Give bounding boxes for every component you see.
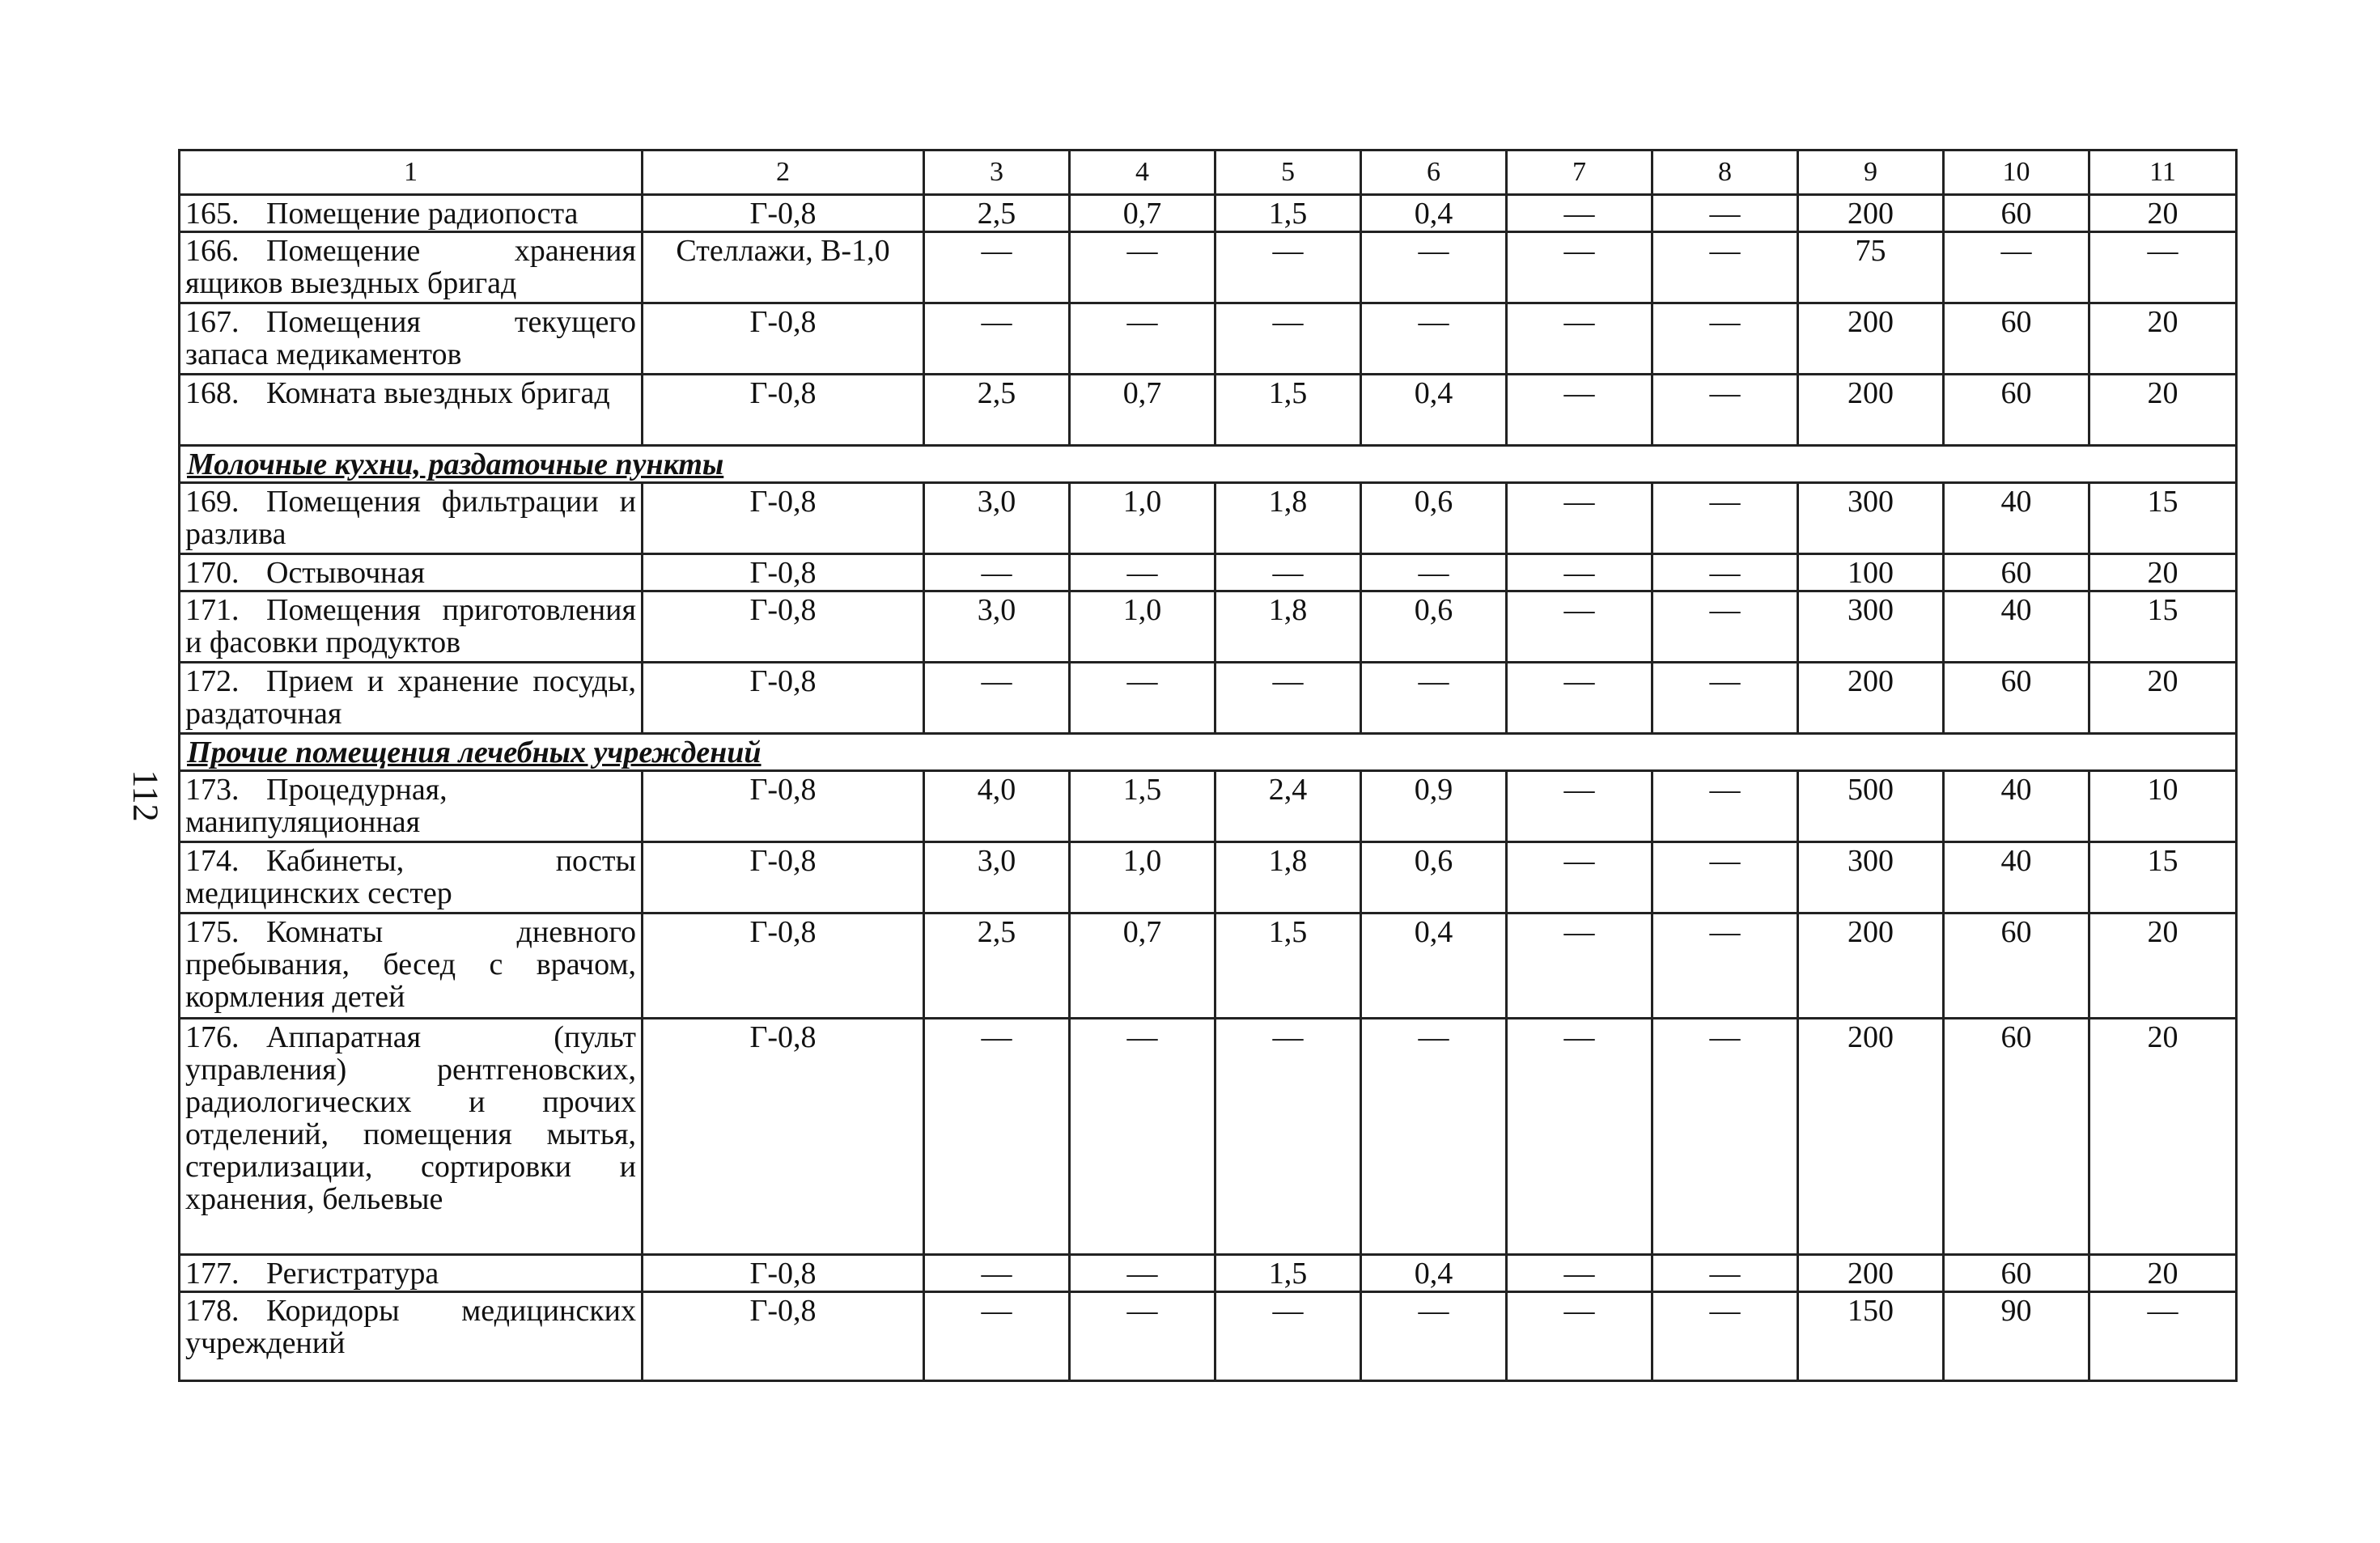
- value-cell-col-9: 200: [1798, 914, 1944, 1019]
- column-number-header: 3: [924, 150, 1070, 195]
- room-name-cell: [180, 591, 643, 663]
- value-cell-col-10: 90: [1944, 1292, 2089, 1381]
- value-cell-col-11: 10: [2089, 771, 2237, 842]
- value-cell-col-7: —: [1507, 232, 1652, 303]
- value-cell-col-8: —: [1652, 375, 1798, 446]
- row-number: 175.: [185, 915, 240, 949]
- value-cell-col-4: —: [1070, 1255, 1215, 1292]
- value-cell-col-10: 40: [1944, 842, 2089, 914]
- row-number: 168.: [185, 376, 240, 410]
- value-cell-col-7: —: [1507, 483, 1652, 554]
- row-number: 173.: [185, 773, 240, 807]
- value-cell-col-2: Г-0,8: [643, 1292, 924, 1381]
- room-name-cell: [180, 554, 643, 591]
- value-cell-col-5: 1,8: [1215, 483, 1361, 554]
- value-cell-col-2: Г-0,8: [643, 375, 924, 446]
- value-cell-col-8: —: [1652, 303, 1798, 375]
- value-cell-col-4: —: [1070, 303, 1215, 375]
- room-name: Помещения приготовления и фасовки продуктов: [185, 593, 636, 659]
- room-name: Комнаты дневного пребывания, бесед с врачом, кормления детей: [185, 915, 636, 1014]
- value-cell-col-3: —: [924, 663, 1070, 734]
- value-cell-col-3: 3,0: [924, 483, 1070, 554]
- room-name-cell: [180, 303, 643, 375]
- value-cell-col-11: 15: [2089, 842, 2237, 914]
- room-name: Прием и хранение посуды, раздаточная: [185, 664, 636, 731]
- table-row: [180, 771, 2237, 842]
- table-row: [180, 195, 2237, 232]
- value-cell-col-4: —: [1070, 1292, 1215, 1381]
- value-cell-col-9: 300: [1798, 591, 1944, 663]
- room-name-cell: [180, 1292, 643, 1381]
- value-cell-col-3: —: [924, 1255, 1070, 1292]
- room-name-cell: [180, 232, 643, 303]
- value-cell-col-9: 75: [1798, 232, 1944, 303]
- value-cell-col-2: Г-0,8: [643, 1019, 924, 1255]
- value-cell-col-8: —: [1652, 232, 1798, 303]
- value-cell-col-4: 1,5: [1070, 771, 1215, 842]
- value-cell-col-6: 0,9: [1361, 771, 1507, 842]
- value-cell-col-3: 2,5: [924, 195, 1070, 232]
- table-row: [180, 375, 2237, 446]
- value-cell-col-8: —: [1652, 914, 1798, 1019]
- value-cell-col-7: —: [1507, 375, 1652, 446]
- value-cell-col-3: —: [924, 303, 1070, 375]
- room-name-cell: [180, 842, 643, 914]
- value-cell-col-2: Г-0,8: [643, 483, 924, 554]
- value-cell-col-10: 60: [1944, 663, 2089, 734]
- column-number-header: 9: [1798, 150, 1944, 195]
- row-number: 178.: [185, 1294, 240, 1328]
- value-cell-col-8: —: [1652, 195, 1798, 232]
- value-cell-col-10: 60: [1944, 914, 2089, 1019]
- value-cell-col-2: Г-0,8: [643, 195, 924, 232]
- norms-table: [178, 149, 2238, 1382]
- value-cell-col-4: —: [1070, 663, 1215, 734]
- value-cell-col-8: —: [1652, 663, 1798, 734]
- table-row: [180, 842, 2237, 914]
- table-row: [180, 483, 2237, 554]
- value-cell-col-5: 1,5: [1215, 375, 1361, 446]
- value-cell-col-6: —: [1361, 663, 1507, 734]
- table-row: [180, 663, 2237, 734]
- value-cell-col-9: 200: [1798, 663, 1944, 734]
- value-cell-col-7: —: [1507, 303, 1652, 375]
- value-cell-col-6: 0,6: [1361, 842, 1507, 914]
- value-cell-col-2: Стеллажи, В-1,0: [643, 232, 924, 303]
- column-number-header: 6: [1361, 150, 1507, 195]
- value-cell-col-2: Г-0,8: [643, 914, 924, 1019]
- row-number: 172.: [185, 664, 240, 698]
- table-row: [180, 914, 2237, 1019]
- section-title: Молочные кухни, раздаточные пункты: [180, 446, 2237, 483]
- value-cell-col-7: —: [1507, 842, 1652, 914]
- room-name: Регистратура: [266, 1257, 439, 1291]
- column-number-header: 1: [180, 150, 643, 195]
- value-cell-col-2: Г-0,8: [643, 591, 924, 663]
- value-cell-col-5: —: [1215, 303, 1361, 375]
- value-cell-col-7: —: [1507, 771, 1652, 842]
- column-number-header: 4: [1070, 150, 1215, 195]
- room-name: Помещения фильтрации и разлива: [185, 485, 636, 551]
- value-cell-col-5: —: [1215, 232, 1361, 303]
- room-name-cell: [180, 771, 643, 842]
- value-cell-col-5: 1,5: [1215, 195, 1361, 232]
- value-cell-col-10: 60: [1944, 303, 2089, 375]
- room-name: Комната выездных бригад: [266, 376, 610, 410]
- value-cell-col-5: —: [1215, 663, 1361, 734]
- table-row: [180, 591, 2237, 663]
- value-cell-col-3: 2,5: [924, 375, 1070, 446]
- value-cell-col-9: 300: [1798, 842, 1944, 914]
- value-cell-col-9: 200: [1798, 303, 1944, 375]
- room-name: Аппаратная (пульт управления) рентгеновских, радиологических и прочих отделений, помещения мытья, стерилизации, сортировки и хранения, бельевые: [185, 1020, 636, 1216]
- value-cell-col-7: —: [1507, 195, 1652, 232]
- value-cell-col-5: —: [1215, 1019, 1361, 1255]
- value-cell-col-2: Г-0,8: [643, 842, 924, 914]
- value-cell-col-4: 1,0: [1070, 842, 1215, 914]
- value-cell-col-11: 20: [2089, 1255, 2237, 1292]
- section-title: Прочие помещения лечебных учреждений: [180, 734, 2237, 771]
- value-cell-col-6: —: [1361, 554, 1507, 591]
- value-cell-col-4: —: [1070, 554, 1215, 591]
- value-cell-col-5: 1,5: [1215, 914, 1361, 1019]
- value-cell-col-10: 40: [1944, 483, 2089, 554]
- room-name: Коридоры медицинских учреждений: [185, 1294, 636, 1360]
- value-cell-col-2: Г-0,8: [643, 663, 924, 734]
- value-cell-col-8: —: [1652, 483, 1798, 554]
- value-cell-col-4: —: [1070, 1019, 1215, 1255]
- table-row: [180, 554, 2237, 591]
- value-cell-col-6: 0,4: [1361, 195, 1507, 232]
- row-number: 165.: [185, 197, 240, 231]
- value-cell-col-10: 60: [1944, 1019, 2089, 1255]
- value-cell-col-8: —: [1652, 554, 1798, 591]
- value-cell-col-11: 15: [2089, 591, 2237, 663]
- value-cell-col-4: 1,0: [1070, 591, 1215, 663]
- value-cell-col-3: —: [924, 1019, 1070, 1255]
- room-name-cell: [180, 195, 643, 232]
- value-cell-col-7: —: [1507, 554, 1652, 591]
- value-cell-col-9: 200: [1798, 195, 1944, 232]
- value-cell-col-5: —: [1215, 1292, 1361, 1381]
- value-cell-col-4: 0,7: [1070, 375, 1215, 446]
- value-cell-col-3: 2,5: [924, 914, 1070, 1019]
- value-cell-col-9: 100: [1798, 554, 1944, 591]
- value-cell-col-9: 200: [1798, 1255, 1944, 1292]
- value-cell-col-7: —: [1507, 914, 1652, 1019]
- room-name: Помещение хранения ящиков выездных бригад: [185, 234, 636, 300]
- room-name-cell: [180, 663, 643, 734]
- value-cell-col-8: —: [1652, 1292, 1798, 1381]
- value-cell-col-7: —: [1507, 591, 1652, 663]
- column-number-header: 7: [1507, 150, 1652, 195]
- value-cell-col-9: 150: [1798, 1292, 1944, 1381]
- value-cell-col-11: —: [2089, 1292, 2237, 1381]
- value-cell-col-11: 20: [2089, 303, 2237, 375]
- value-cell-col-3: 4,0: [924, 771, 1070, 842]
- value-cell-col-5: 1,8: [1215, 591, 1361, 663]
- value-cell-col-6: —: [1361, 1292, 1507, 1381]
- room-name-cell: [180, 375, 643, 446]
- section-row: [180, 734, 2237, 771]
- value-cell-col-10: 60: [1944, 554, 2089, 591]
- value-cell-col-7: —: [1507, 1255, 1652, 1292]
- value-cell-col-6: 0,4: [1361, 1255, 1507, 1292]
- table-row: [180, 1292, 2237, 1381]
- row-number: 177.: [185, 1257, 240, 1291]
- value-cell-col-11: 20: [2089, 554, 2237, 591]
- row-number: 176.: [185, 1020, 240, 1054]
- column-number-header: 11: [2089, 150, 2237, 195]
- room-name-cell: [180, 1255, 643, 1292]
- value-cell-col-10: 40: [1944, 591, 2089, 663]
- value-cell-col-6: 0,6: [1361, 483, 1507, 554]
- value-cell-col-6: —: [1361, 232, 1507, 303]
- value-cell-col-6: —: [1361, 1019, 1507, 1255]
- value-cell-col-6: 0,4: [1361, 375, 1507, 446]
- value-cell-col-2: Г-0,8: [643, 1255, 924, 1292]
- value-cell-col-3: —: [924, 1292, 1070, 1381]
- room-name: Помещение радиопоста: [266, 197, 579, 231]
- value-cell-col-9: 500: [1798, 771, 1944, 842]
- value-cell-col-10: 40: [1944, 771, 2089, 842]
- room-name-cell: [180, 914, 643, 1019]
- value-cell-col-7: —: [1507, 1292, 1652, 1381]
- value-cell-col-8: —: [1652, 591, 1798, 663]
- value-cell-col-2: Г-0,8: [643, 303, 924, 375]
- value-cell-col-7: —: [1507, 1019, 1652, 1255]
- value-cell-col-7: —: [1507, 663, 1652, 734]
- value-cell-col-5: —: [1215, 554, 1361, 591]
- value-cell-col-6: —: [1361, 303, 1507, 375]
- room-name: Помещения текущего запаса медикаментов: [185, 305, 636, 371]
- room-name-cell: [180, 1019, 643, 1255]
- value-cell-col-10: 60: [1944, 195, 2089, 232]
- value-cell-col-4: 0,7: [1070, 195, 1215, 232]
- value-cell-col-4: 0,7: [1070, 914, 1215, 1019]
- value-cell-col-6: 0,4: [1361, 914, 1507, 1019]
- room-name: Остывочная: [266, 556, 425, 590]
- value-cell-col-9: 200: [1798, 1019, 1944, 1255]
- table-row: [180, 232, 2237, 303]
- table-row: [180, 1019, 2237, 1255]
- table-row: [180, 303, 2237, 375]
- column-number-header: 10: [1944, 150, 2089, 195]
- value-cell-col-5: 1,8: [1215, 842, 1361, 914]
- value-cell-col-4: —: [1070, 232, 1215, 303]
- value-cell-col-11: 20: [2089, 663, 2237, 734]
- page-number: 112: [125, 769, 166, 822]
- value-cell-col-3: —: [924, 232, 1070, 303]
- value-cell-col-8: —: [1652, 1255, 1798, 1292]
- row-number: 169.: [185, 485, 240, 519]
- value-cell-col-8: —: [1652, 771, 1798, 842]
- value-cell-col-3: 3,0: [924, 842, 1070, 914]
- value-cell-col-11: 20: [2089, 914, 2237, 1019]
- row-number: 170.: [185, 556, 240, 590]
- value-cell-col-11: 20: [2089, 375, 2237, 446]
- value-cell-col-10: 60: [1944, 375, 2089, 446]
- value-cell-col-5: 2,4: [1215, 771, 1361, 842]
- value-cell-col-3: —: [924, 554, 1070, 591]
- value-cell-col-2: Г-0,8: [643, 771, 924, 842]
- value-cell-col-10: 60: [1944, 1255, 2089, 1292]
- value-cell-col-4: 1,0: [1070, 483, 1215, 554]
- value-cell-col-11: —: [2089, 232, 2237, 303]
- value-cell-col-11: 15: [2089, 483, 2237, 554]
- value-cell-col-9: 300: [1798, 483, 1944, 554]
- header-row: [180, 150, 2237, 195]
- room-name: Кабинеты, посты медицинских сестер: [185, 844, 636, 910]
- row-number: 171.: [185, 593, 240, 627]
- room-name-cell: [180, 483, 643, 554]
- row-number: 166.: [185, 234, 240, 268]
- row-number: 174.: [185, 844, 240, 878]
- value-cell-col-8: —: [1652, 842, 1798, 914]
- value-cell-col-8: —: [1652, 1019, 1798, 1255]
- value-cell-col-9: 200: [1798, 375, 1944, 446]
- value-cell-col-3: 3,0: [924, 591, 1070, 663]
- room-name: Процедурная, манипуляционная: [185, 773, 448, 839]
- value-cell-col-11: 20: [2089, 195, 2237, 232]
- column-number-header: 8: [1652, 150, 1798, 195]
- section-row: [180, 446, 2237, 483]
- row-number: 167.: [185, 305, 240, 339]
- column-number-header: 2: [643, 150, 924, 195]
- value-cell-col-11: 20: [2089, 1019, 2237, 1255]
- value-cell-col-10: —: [1944, 232, 2089, 303]
- value-cell-col-6: 0,6: [1361, 591, 1507, 663]
- column-number-header: 5: [1215, 150, 1361, 195]
- value-cell-col-2: Г-0,8: [643, 554, 924, 591]
- table-row: [180, 1255, 2237, 1292]
- value-cell-col-5: 1,5: [1215, 1255, 1361, 1292]
